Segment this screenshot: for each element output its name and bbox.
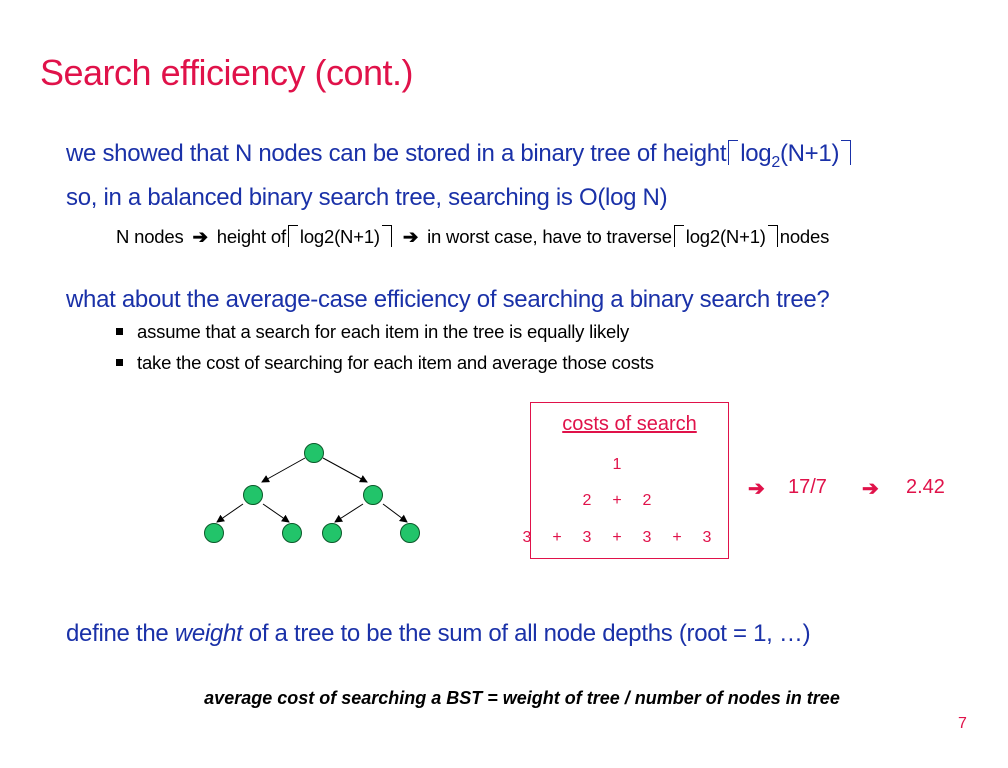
arrow-right-icon: ➔: [402, 226, 419, 247]
subbullet-equally-likely: [116, 321, 629, 343]
tree-node: [205, 524, 224, 543]
worst-part1: N nodes: [116, 226, 184, 247]
binary-tree-diagram: [195, 438, 435, 548]
arrow-right-icon: ➔: [748, 478, 765, 500]
tree-node: [323, 524, 342, 543]
arrow-right-icon: ➔: [862, 478, 879, 500]
tree-edge: [335, 504, 363, 522]
bullet-balanced: so, in a balanced binary search tree, searching is O(log N): [66, 184, 668, 211]
worst-part2: height of: [216, 226, 286, 247]
tree-node: [401, 524, 420, 543]
result-value: 2.42: [906, 476, 945, 498]
slide-title: Search efficiency (cont.): [40, 52, 414, 93]
tree-node: [283, 524, 302, 543]
plus-sign: +: [672, 529, 682, 546]
page-number: 7: [958, 715, 967, 732]
bullet-height-text: we showed that N nodes can be stored in a binary tree of height: [66, 140, 727, 167]
worst-part4: nodes: [779, 226, 830, 247]
ceil-right-icon: [841, 140, 851, 165]
worst-log2: log2(N+1): [685, 226, 766, 247]
cost-value: 3: [582, 529, 592, 546]
log-arg: (N+1): [779, 140, 840, 167]
square-bullet-icon: [116, 359, 123, 366]
plus-sign: +: [552, 529, 562, 546]
tree-edge: [263, 504, 289, 522]
square-bullet-icon: [116, 328, 123, 335]
log-word: log: [740, 140, 772, 167]
ceil-left-icon: [728, 140, 738, 165]
plus-sign: +: [612, 529, 622, 546]
worst-part3: in worst case, have to traverse: [427, 226, 672, 247]
tree-node: [244, 486, 263, 505]
tree-node: [364, 486, 383, 505]
costs-of-search-box: [522, 402, 729, 559]
log-base: 2: [771, 153, 780, 171]
weight-emphasis: weight: [174, 620, 243, 647]
tree-edge: [383, 504, 407, 522]
subbullet-text: assume that a search for each item in the tree is equally likely: [137, 321, 630, 342]
subbullet-average-costs: [116, 352, 654, 374]
subbullet-text: take the cost of searching for each item and average those costs: [137, 352, 654, 373]
cost-value: 1: [612, 456, 622, 473]
result-fraction: 17/7: [788, 476, 827, 498]
arrow-right-icon: ➔: [192, 226, 208, 247]
worst-log1: log2(N+1): [299, 226, 380, 247]
ceil-left-icon: [674, 225, 684, 247]
cost-value: 2: [582, 492, 592, 509]
average-cost-formula: average cost of searching a BST = weight of tree / number of nodes in tree: [204, 688, 840, 708]
subbullet-worst-case: [116, 225, 829, 248]
cost-value: 2: [642, 492, 652, 509]
tree-edge: [262, 458, 305, 482]
cost-value: 3: [702, 529, 712, 546]
tree-edge: [323, 458, 367, 482]
ceil-right-icon: [382, 225, 392, 247]
costs-title: costs of search: [562, 413, 697, 435]
tree-node: [305, 444, 324, 463]
bullet-weight-definition: [66, 620, 810, 648]
ceil-right-icon: [768, 225, 778, 247]
bullet-average-case: what about the average-case efficiency of searching a binary search tree?: [66, 286, 830, 313]
weight-after: of a tree to be the sum of all node depths (root = 1, …): [248, 620, 811, 647]
tree-edge: [217, 504, 243, 522]
ceil-left-icon: [288, 225, 298, 247]
weight-before: define the: [66, 620, 169, 647]
bullet-height: [66, 140, 853, 172]
plus-sign: +: [612, 492, 622, 509]
cost-value: 3: [522, 529, 532, 546]
cost-value: 3: [642, 529, 652, 546]
